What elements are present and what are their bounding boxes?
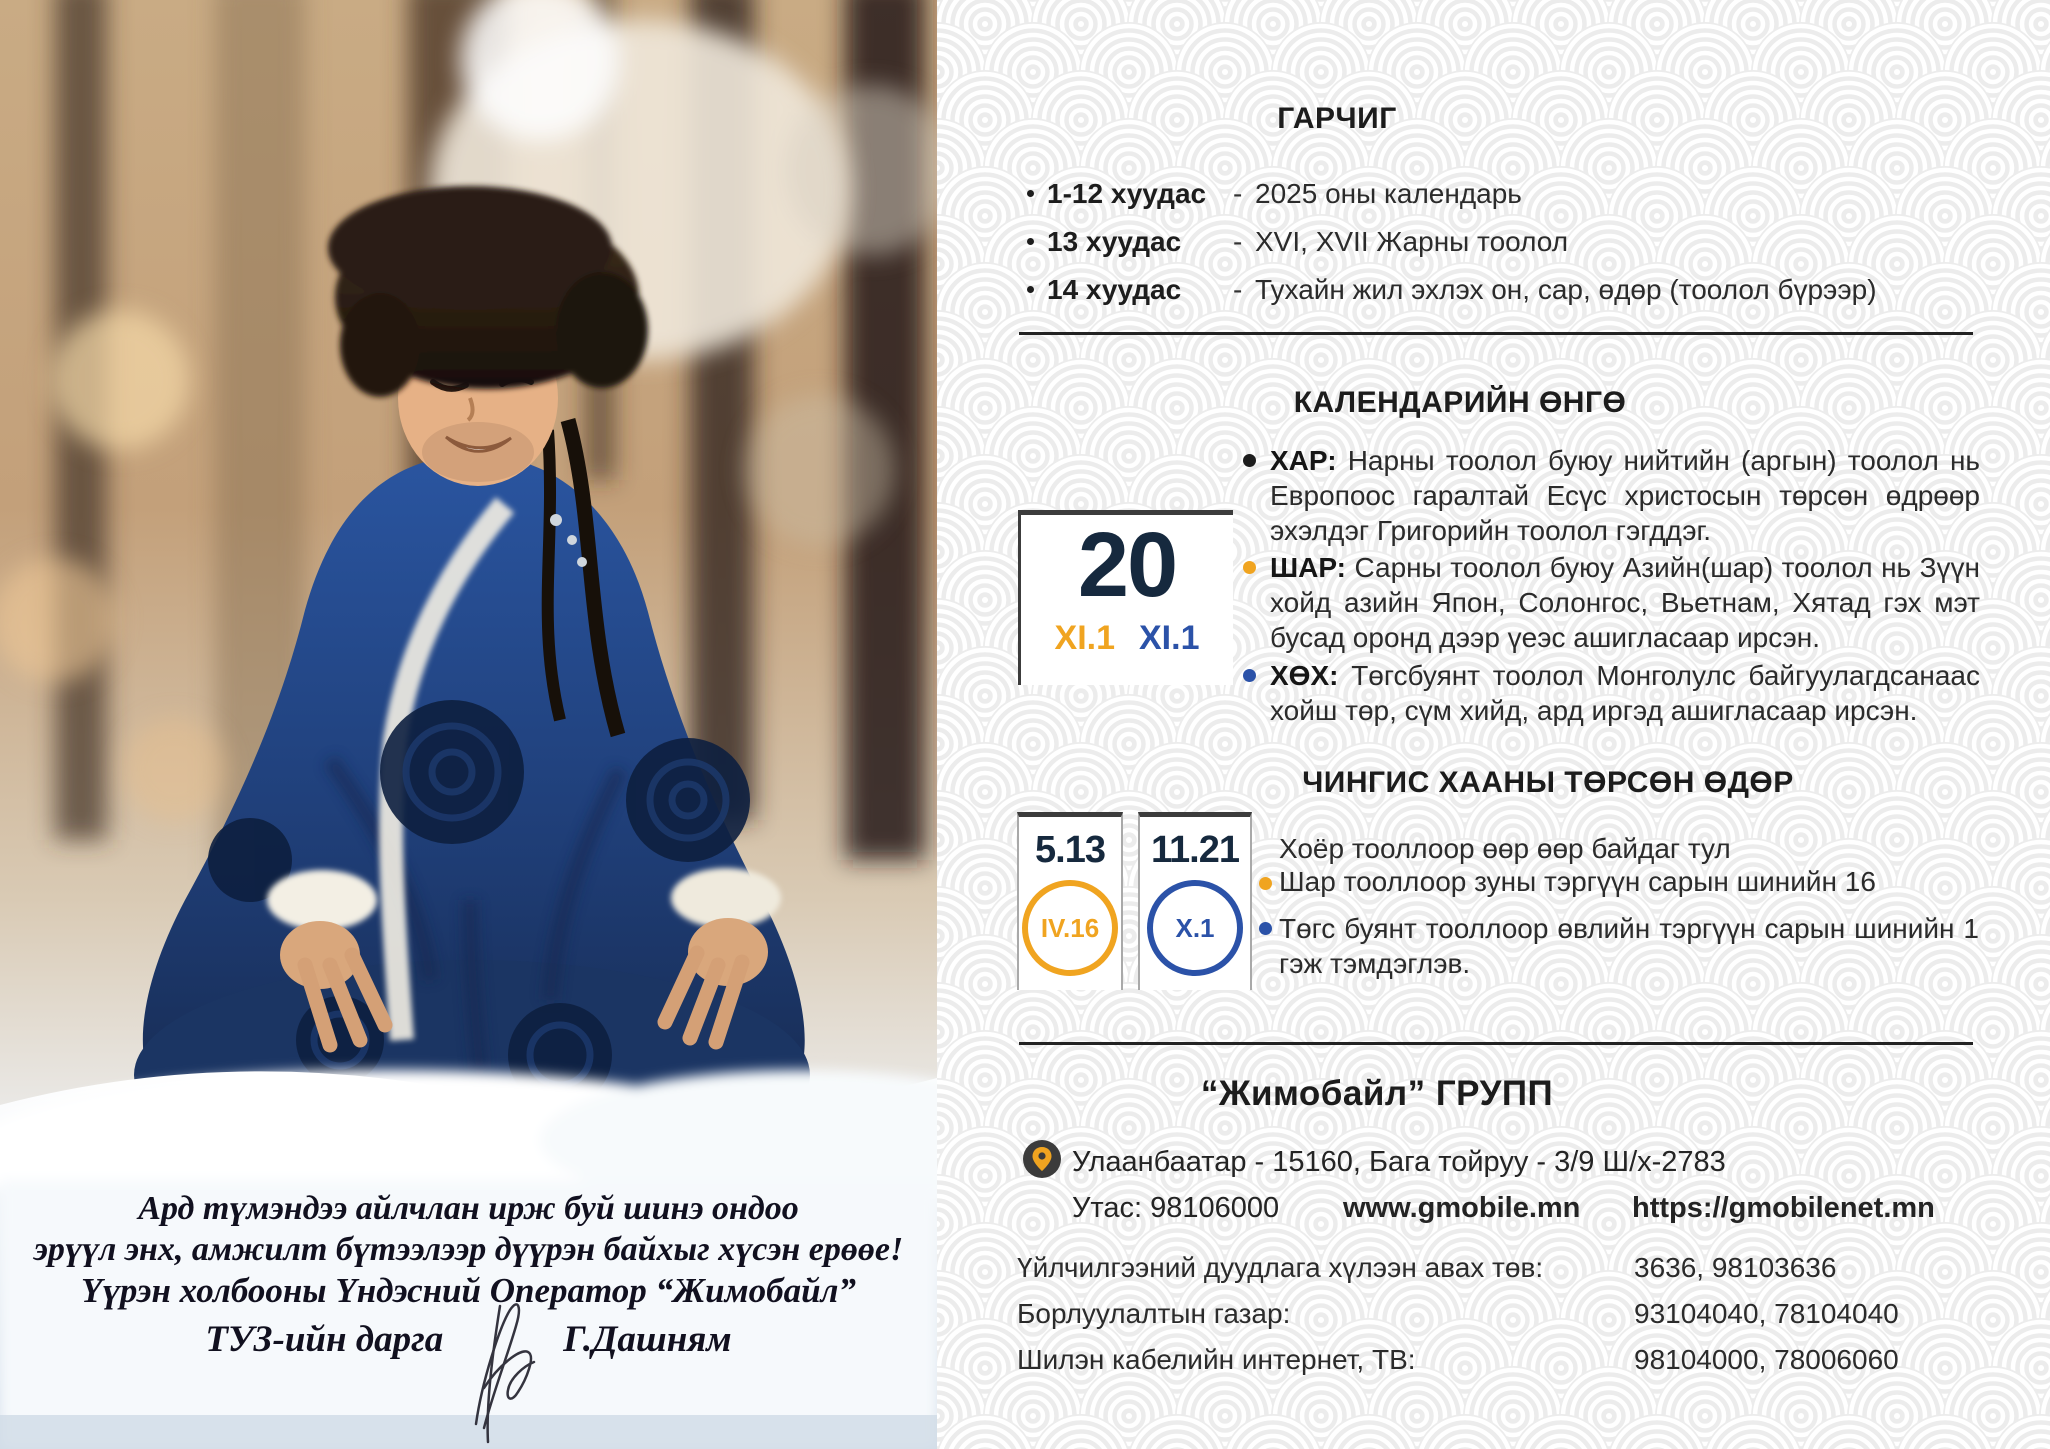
color-term: ХАР: — [1270, 445, 1337, 476]
gregorian-day: 20 — [1077, 514, 1177, 616]
birthday-card-summer — [1017, 812, 1123, 990]
color-term: ХӨХ: — [1270, 660, 1339, 691]
signer-title: ТУЗ-ийн дарга — [205, 1319, 444, 1360]
birthday-card-winter — [1138, 812, 1252, 990]
chinggis-intro: Хоёр тооллоор өөр өөр байдаг тул — [1279, 833, 1731, 864]
bullet-dot — [1243, 454, 1256, 467]
company-website-secure: https://gmobilenet.mn — [1632, 1192, 1935, 1224]
bullet-dot — [1243, 561, 1256, 574]
info-panel — [937, 0, 2050, 1449]
sample-date-card — [1018, 510, 1233, 685]
company-website: www.gmobile.mn — [1343, 1192, 1581, 1224]
bullet-dot — [1027, 190, 1034, 197]
company-address: Улаанбаатар - 15160, Бага тойруу - 3/9 Ш/х-2783 — [1072, 1146, 1726, 1178]
color-paragraph-yellow — [1270, 550, 1980, 655]
calendar-colors-title: КАЛЕНДАРИЙН ӨНГӨ — [1293, 386, 1627, 419]
service-value: 98104000, 78006060 — [1634, 1344, 1899, 1375]
service-value: 3636, 98103636 — [1634, 1252, 1837, 1283]
toc-label: 14 хуудас — [1047, 274, 1182, 305]
bullet-dot — [1243, 669, 1256, 682]
service-label: Шилэн кабелийн интернет, ТВ: — [1017, 1344, 1416, 1375]
blessing-line-1: Ард түмэндээ айлчлан ирж буй шинэ ондоо — [138, 1190, 799, 1227]
color-text: Төгсбуянт тоолол Монголулс байгуулагдсанаас хойш төр, сүм хийд, ард иргэд ашигласаар ирсэн. — [1270, 660, 1981, 726]
service-label: Борлуулалтын газар: — [1017, 1298, 1291, 1329]
chinggis-title: ЧИНГИС ХААНЫ ТӨРСӨН ӨДӨР — [1302, 766, 1794, 799]
color-text: Сарны тоолол буюу Азийн(шар) тоолол нь Зүүн хойд азийн Япон, Солонгос, Вьетнам, Хятад гэх мэт бусад оронд дээр үеэс ашигласаар ирсэн. — [1270, 552, 1981, 653]
bullet-dot — [1259, 877, 1272, 890]
toc-label: 13 хуудас — [1047, 226, 1182, 257]
section-divider — [1019, 332, 1973, 335]
toc-title: ГАРЧИГ — [1277, 102, 1397, 135]
toc-dash: - — [1233, 274, 1243, 305]
card-date: 5.13 — [1035, 829, 1105, 871]
toc-dash: - — [1233, 226, 1243, 257]
signature-icon — [448, 1296, 558, 1446]
lunar-date-blue: XI.1 — [1139, 619, 1200, 657]
lunar-date-yellow: XI.1 — [1054, 619, 1115, 657]
bullet-dot — [1027, 238, 1034, 245]
bullet-dot — [1027, 286, 1034, 293]
color-paragraph-blue — [1270, 658, 1980, 728]
color-paragraph-black — [1270, 443, 1980, 548]
card-date: 11.21 — [1151, 829, 1239, 871]
service-value: 93104040, 78104040 — [1634, 1298, 1899, 1329]
card-lunar-circle: IV.16 — [1022, 880, 1118, 976]
toc-dash: - — [1233, 178, 1243, 209]
bullet-dot — [1259, 922, 1272, 935]
company-title: “Жимобайл” ГРУПП — [1200, 1074, 1554, 1113]
toc-desc: 2025 оны календарь — [1255, 178, 1522, 209]
signer-name: Г.Дашням — [563, 1319, 732, 1360]
toc-label: 1-12 хуудас — [1047, 178, 1207, 209]
chinggis-bullet-yellow: Шар тооллоор зуны тэргүүн сарын шинийн 16 — [1279, 866, 1876, 897]
company-phone: Утас: 98106000 — [1072, 1192, 1280, 1224]
operator-line: Үүрэн холбооны Үндэсний Оператор “Жимобайл” — [81, 1271, 856, 1310]
section-divider — [1019, 1042, 1973, 1045]
toc-desc: XVI, XVII Жарны тоолол — [1255, 226, 1569, 257]
location-pin-icon — [1023, 1140, 1061, 1178]
color-term: ШАР: — [1270, 552, 1346, 583]
blessing-line-2: эрүүл энх, амжилт бүтээлээр дүүрэн байхыг хүсэн ерөөе! — [33, 1231, 904, 1268]
color-text: Нарны тоолол буюу нийтийн (аргын) тоолол нь Европоос гаралтай Есүс христосын төрсөн өдрөөр эхэлдэг Григорийн тоолол гэгддэг. — [1270, 445, 1981, 546]
toc-desc: Тухайн жил эхлэх он, сар, өдөр (тоолол бүрээр) — [1255, 274, 1877, 305]
portrait-photo — [0, 0, 937, 1449]
chinggis-bullet-blue: Төгс буянт тооллоор өвлийн тэргүүн сарын шинийн 1 гэж тэмдэглэв. — [1279, 913, 1979, 979]
service-label: Үйлчилгээний дуудлага хүлээн авах төв: — [1017, 1252, 1544, 1283]
card-lunar-circle: X.1 — [1147, 880, 1243, 976]
